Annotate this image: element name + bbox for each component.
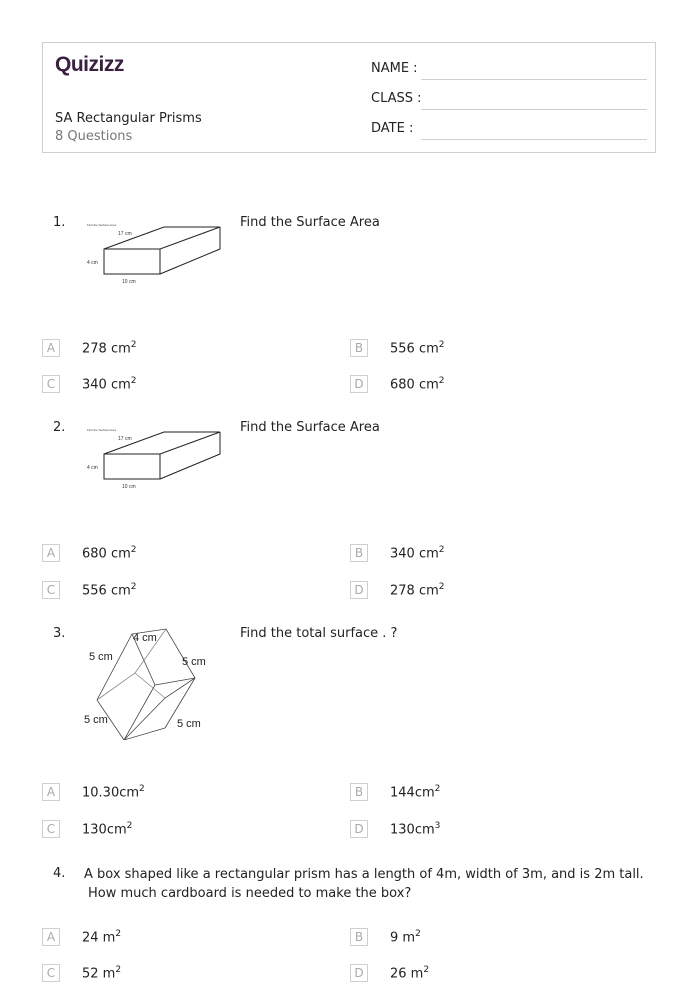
svg-text:4 cm: 4 cm	[133, 632, 157, 644]
option-letter: B	[350, 928, 368, 946]
prism-figure	[84, 218, 224, 288]
svg-text:4 cm: 4 cm	[87, 260, 98, 266]
svg-text:Find the Surface Area: Find the Surface Area	[87, 223, 117, 227]
option-letter: D	[350, 375, 368, 393]
option-letter: D	[350, 964, 368, 982]
svg-text:10 cm: 10 cm	[122, 484, 136, 490]
question-text: Find the Surface Area	[240, 215, 380, 230]
option-letter: A	[42, 544, 60, 562]
option-a[interactable]: A $10.30cm^2$	[42, 783, 145, 801]
option-letter: B	[350, 339, 368, 357]
option-b[interactable]: B 340 $cm^2$	[350, 544, 445, 562]
option-d[interactable]: D $130cm^3$	[350, 820, 440, 838]
question-number: 4.	[53, 866, 66, 881]
question-number: 1.	[53, 215, 66, 230]
option-b[interactable]: B 556 $cm^2$	[350, 339, 445, 357]
svg-text:Find the Surface Area: Find the Surface Area	[87, 428, 117, 432]
svg-text:17 cm: 17 cm	[118, 436, 132, 442]
option-letter: A	[42, 783, 60, 801]
svg-text:5 cm: 5 cm	[89, 651, 113, 663]
option-letter: D	[350, 581, 368, 599]
option-letter: C	[42, 820, 60, 838]
option-letter: B	[350, 783, 368, 801]
svg-text:5 cm: 5 cm	[177, 718, 201, 730]
question-text: Find the Surface Area	[240, 420, 380, 435]
option-letter: C	[42, 964, 60, 982]
svg-text:10 cm: 10 cm	[122, 279, 136, 285]
option-letter: A	[42, 339, 60, 357]
option-c[interactable]: C 52 $m^2$	[42, 964, 121, 982]
svg-text:5 cm: 5 cm	[182, 656, 206, 668]
option-c[interactable]: C 556 $cm^2$	[42, 581, 137, 599]
option-b[interactable]: B 9 $m^2$	[350, 928, 421, 946]
date-label: DATE :	[371, 121, 414, 136]
option-c[interactable]: C $130cm^2$	[42, 820, 132, 838]
class-field[interactable]	[421, 108, 647, 110]
option-d[interactable]: D 278 $cm^2$	[350, 581, 445, 599]
option-letter: B	[350, 544, 368, 562]
date-field[interactable]	[421, 138, 647, 140]
name-field[interactable]	[421, 78, 647, 80]
svg-text:17 cm: 17 cm	[118, 231, 132, 237]
question-number: 2.	[53, 420, 66, 435]
prism-figure	[84, 423, 224, 493]
option-d[interactable]: D 26 $m^2$	[350, 964, 429, 982]
option-letter: D	[350, 820, 368, 838]
svg-text:5 cm: 5 cm	[84, 714, 108, 726]
option-a[interactable]: A 278 $cm^2$	[42, 339, 137, 357]
option-a[interactable]: A 24 $m^2$	[42, 928, 121, 946]
class-label: CLASS :	[371, 91, 422, 106]
worksheet-title: SA Rectangular Prisms	[55, 111, 202, 126]
question-text: Find the total surface . ?	[240, 626, 398, 641]
option-b[interactable]: B $144cm^2$	[350, 783, 440, 801]
option-c[interactable]: C 340 $cm^2$	[42, 375, 137, 393]
option-letter: C	[42, 375, 60, 393]
worksheet-header	[42, 42, 656, 153]
cube-figure	[80, 628, 220, 740]
option-a[interactable]: A 680 $cm^2$	[42, 544, 137, 562]
option-letter: A	[42, 928, 60, 946]
option-letter: C	[42, 581, 60, 599]
svg-text:4 cm: 4 cm	[87, 465, 98, 471]
name-label: NAME :	[371, 61, 418, 76]
question-number: 3.	[53, 626, 66, 641]
option-d[interactable]: D 680 $cm^2$	[350, 375, 445, 393]
quizizz-logo: Quizizz	[55, 53, 124, 76]
question-count: 8 Questions	[55, 129, 133, 144]
question-text: A box shaped like a rectangular prism has a length of 4m, width of 3m, and is 2m tall. How much cardboard is needed to make the box?	[84, 867, 644, 901]
